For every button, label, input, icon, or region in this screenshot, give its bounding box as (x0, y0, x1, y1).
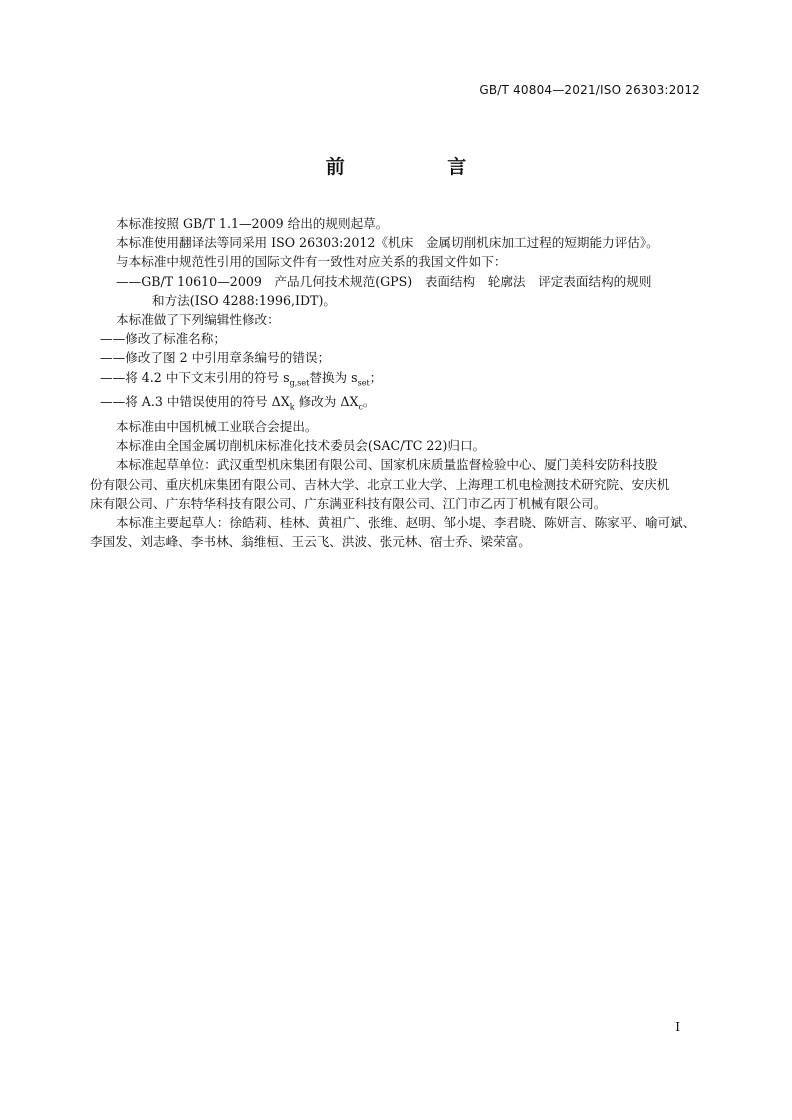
reference-item-line2: 和方法(ISO 4288:1996,IDT)。 (152, 292, 336, 308)
modification-item-1: ——修改了标准名称； (100, 331, 226, 347)
foreword-body (90, 214, 704, 551)
paragraph-administrator: 本标准由全国金属切削机床标准化技术委员会(SAC/TC 22)归口。 (116, 438, 486, 454)
modification-item-4: ——将 A.3 中错误使用的符号 $\Delta X_k$ 修改为 $\Delta X_c$。 (100, 394, 376, 412)
paragraph-adoption: 本标准使用翻译法等同采用 ISO 26303:2012《机床 金属切削机床加工过程的短期能力评估》。 (116, 235, 659, 251)
modification-item-2: ——修改了图 2 中引用章条编号的错误； (100, 350, 331, 366)
paragraph-reference-intro: 与本标准中规范性引用的国际文件有一致性对应关系的我国文件如下： (116, 254, 507, 270)
paragraph-drafting-rules: 本标准按照 GB/T 1.1—2009 给出的规则起草。 (116, 216, 389, 231)
drafting-units-line1: 本标准起草单位：武汉重型机床集团有限公司、国家机床质量监督检验中心、厦门美科安防科技股 (116, 457, 658, 473)
reference-item-line1: ——GB/T 10610—2009 产品几何技术规范(GPS) 表面结构 轮廓法 评定表面结构的规则 (116, 273, 652, 289)
document-code-header: GB/T 40804—2021/ISO 26303:2012 (479, 83, 700, 97)
drafting-units-line3: 床有限公司、广东特华科技有限公司、广东满亚科技有限公司、江门市乙丙丁机械有限公司。 (90, 495, 607, 511)
paragraph-modifications-intro: 本标准做了下列编辑性修改： (116, 312, 280, 328)
drafters-line1: 本标准主要起草人：徐皓莉、桂林、黄祖广、张维、赵明、邹小堤、李君晓、陈妍言、陈家平、喻可斌、 (116, 515, 696, 531)
page-number: I (675, 1020, 680, 1034)
drafting-units-line2: 份有限公司、重庆机床集团有限公司、吉林大学、北京工业大学、上海理工机电检测技术研究院、安庆机 (90, 476, 670, 492)
paragraph-proposer: 本标准由中国机械工业联合会提出。 (116, 419, 318, 435)
modification-item-3: ——将 4.2 中下文末引用的符号 $s_{g,set}$替换为 $s_{set}$； (100, 369, 383, 388)
page-title: 前 言 (325, 156, 515, 178)
drafters-line2: 李国发、刘志峰、李书林、翁维桓、王云飞、洪波、张元林、宿士乔、梁荣富。 (90, 534, 531, 550)
